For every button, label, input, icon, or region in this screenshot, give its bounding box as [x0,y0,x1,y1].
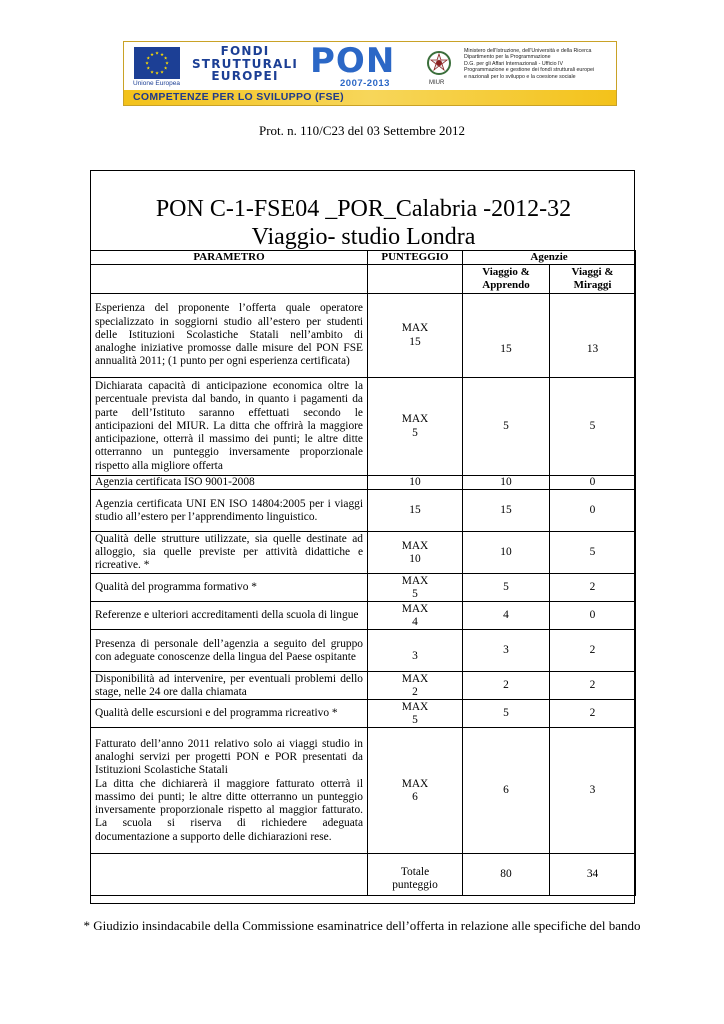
total-viaggi-miraggi: 34 [550,854,636,896]
eu-star-icon: ★ [149,69,155,75]
score-max: MAX 4 [368,602,463,630]
ministry-text: Ministero dell'Istruzione, dell'Università e della Ricerca Dipartimento per la Programmazione D.G. per gli Affari Internazionali - Ufficio IV Programmazione e gestione dei fondi strutturali europei e nazionali per lo sviluppo e la coesione sociale [464,48,595,80]
score-viaggi-miraggi: 0 [550,476,636,490]
score-viaggi-miraggi: 2 [550,700,636,728]
table-row [91,672,636,700]
agency-viaggi-miraggi: Viaggi & Miraggi [550,265,636,294]
table-row [91,294,636,378]
header-banner [123,41,617,106]
eu-star-icon: ★ [159,51,165,57]
score-viaggi-miraggi: 3 [550,728,636,854]
score-max: 3 [368,630,463,672]
table-row [91,630,636,672]
eu-star-icon: ★ [163,65,168,71]
criterion: Disponibilità ad intervenire, per eventuali problemi dello stage, nelle 24 ore dalla chiamata [91,672,368,700]
criterion: Fatturato dell’anno 2011 relativo solo ai viaggi studio in analoghi servizi per progetti PON e POR presentati da Istituzioni Scolastiche Statali La ditta che dichiarerà il maggiore fatturato otterrà il massimo dei punti; le altre ditte otterranno un punteggio inversamente proporzionale rispetto al maggior fatturato. La scuola si riserva di richiedere adeguata documentazione a supporto delle dichiarazioni rese. [91,728,368,854]
score-viaggio-apprendo: 10 [463,532,550,574]
eu-star-icon: ★ [164,60,170,66]
eu-star-icon: ★ [154,50,160,56]
score-viaggio-apprendo: 6 [463,728,550,854]
eu-star-icon: ★ [159,69,165,75]
header-row [91,251,636,265]
score-max: MAX 5 [368,378,463,476]
miur-label: MIUR [429,80,445,86]
title-line-2: Viaggio- studio Londra [251,224,476,250]
score-viaggi-miraggi: 0 [550,602,636,630]
eu-label: Unione Europea [133,80,180,87]
eu-star-icon: ★ [149,51,155,57]
score-max: MAX 2 [368,672,463,700]
table-row [91,476,636,490]
score-max: MAX 10 [368,532,463,574]
pon-logo: PON 2007-2013 [310,41,396,89]
criterion: Qualità delle escursioni e del programma ricreativo * [91,700,368,728]
header-parametro: PARAMETRO [91,251,368,265]
eu-star-icon: ★ [146,65,151,71]
score-max: MAX 5 [368,574,463,602]
score-viaggio-apprendo: 15 [463,294,550,378]
score-viaggi-miraggi: 2 [550,574,636,602]
eu-flag-icon [134,47,180,79]
criterion: Presenza di personale dell’agenzia a seguito del gruppo con adeguate conoscenze della lingua del Paese ospitante [91,630,368,672]
agency-viaggio-apprendo: Viaggio & Apprendo [463,265,550,294]
score-viaggio-apprendo: 15 [463,490,550,532]
table-row [91,700,636,728]
criterion: Qualità delle strutture utilizzate, sia quelle destinate ad alloggio, sia quelle previste per attività didattiche e ricreative. * [91,532,368,574]
criterion: Referenze e ulteriori accreditamenti della scuola di lingue [91,602,368,630]
protocol-number: Prot. n. 110/C23 del 03 Settembre 2012 [258,123,466,138]
score-viaggio-apprendo: 10 [463,476,550,490]
score-viaggio-apprendo: 2 [463,672,550,700]
score-viaggi-miraggi: 0 [550,490,636,532]
eu-star-icon: ★ [163,55,168,61]
score-viaggio-apprendo: 5 [463,378,550,476]
criterion: Qualità del programma formativo * [91,574,368,602]
eu-star-icon: ★ [144,60,150,66]
header-punteggio: PUNTEGGIO [368,251,463,265]
criterion: Esperienza del proponente l’offerta quale operatore specializzato in soggiorni studio all’estero per studenti delle Istituzioni Scolastiche Statali nell’ambito di analoghe iniziative promosse dalle misure del PON FSE annualità 2011; (1 punto per ogni esperienza certificata) [91,294,368,378]
total-viaggio-apprendo: 80 [463,854,550,896]
table-row [91,574,636,602]
score-max: 15 [368,490,463,532]
score-viaggi-miraggi: 5 [550,532,636,574]
score-max: MAX 15 [368,294,463,378]
agencies-row [91,265,636,294]
score-viaggio-apprendo: 4 [463,602,550,630]
table-row [91,728,636,854]
footnote: * Giudizio insindacabile della Commissione esaminatrice dell’offerta in relazione alle specifiche del bando [83,918,641,933]
table-row [91,490,636,532]
scoring-table [90,250,636,896]
score-viaggi-miraggi: 2 [550,672,636,700]
total-row [91,854,636,896]
criterion: Agenzia certificata ISO 9001-2008 [91,476,368,490]
score-max: 10 [368,476,463,490]
title-line-1: PON C-1-FSE04 _POR_Calabria -2012-32 [155,196,572,222]
eu-star-icon: ★ [146,55,151,61]
fondi-strutturali-logo: FONDI STRUTTURALI EUROPEI [191,44,299,83]
eu-star-icon: ★ [154,70,160,76]
score-viaggio-apprendo: 5 [463,700,550,728]
score-viaggi-miraggi: 13 [550,294,636,378]
table-row [91,378,636,476]
score-viaggio-apprendo: 5 [463,574,550,602]
score-viaggi-miraggi: 5 [550,378,636,476]
score-viaggio-apprendo: 3 [463,630,550,672]
table-row [91,532,636,574]
criterion: Dichiarata capacità di anticipazione economica oltre la percentuale prevista dal bando, in quanto i pagamenti da parte dell’Istituto saranno effettuati secondo le anticipazioni del MIUR. La ditta che offrirà la maggiore anticipazione, otterrà il massimo dei punti; le altre ditte otterranno un punteggio inversamente proporzionale rispetto alla migliore offerta [91,378,368,476]
header-agenzie: Agenzie [463,251,636,265]
table-row [91,602,636,630]
score-viaggi-miraggi: 2 [550,630,636,672]
total-label: Totale punteggio [368,854,463,896]
criterion: Agenzia certificata UNI EN ISO 14804:2005 per i viaggi studio all’estero per l’apprendimento linguistico. [91,490,368,532]
italian-republic-emblem-icon [426,49,452,77]
score-max: MAX 5 [368,700,463,728]
banner-strip: COMPETENZE PER LO SVILUPPO (FSE) [124,90,616,105]
score-max: MAX 6 [368,728,463,854]
